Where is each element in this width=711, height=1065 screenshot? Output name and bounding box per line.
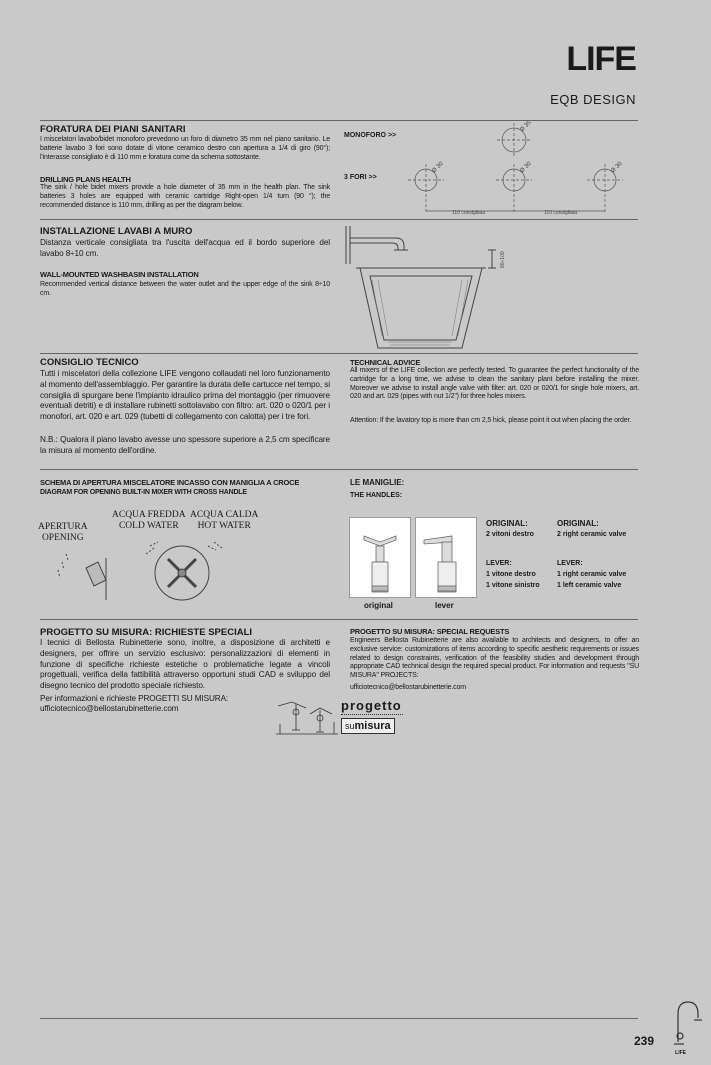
caption-original: original [364,601,393,610]
progetto-body-it: I tecnici di Bellosta Rubinetterie sono, inoltre, a disposizione di architetti e designers, per offrire un servizio esclusivo: personalizzazioni di elementi in funzione di specifiche richieste estetiche o problematiche legate a vincoli progettuali, verifica della fattibilità attraverso opportuni studi CAD e sviluppo del disegno tecnico del prodotto speciale richiesto. [40,638,330,691]
fredda-label: ACQUA FREDDA COLD WATER [112,510,186,531]
footer-divider [40,1018,638,1019]
apertura-label: APERTURA OPENING [38,522,88,543]
progetto-email-en: ufficiotecnico@bellostarubinetterie.com [350,684,466,691]
foratura-body-en: The sink / hole bidet mixers provide a hole diameter of 35 mm in the health plan. The sink batteries 3 holes are equipped with ceramic cartridge Right-open 1/4 turn (90 °); the recommended distance is 110 mm, drilling as per the diagram below. [40,184,330,209]
dim-110-left: 110 consigliata [452,210,485,216]
original-en: ORIGINAL: 2 right ceramic valve [557,519,627,538]
brand-subtitle: EQB DESIGN [550,92,636,107]
progetto-body-it-2: Per informazioni e richieste PROGETTI SU MISURA: [40,694,229,703]
dim-35: Ø 35 [519,119,533,134]
logo-progetto: progetto [341,698,402,713]
muro-title: INSTALLAZIONE LAVABI A MURO [40,226,193,237]
drilling-diagram [380,118,640,218]
dim-110-right: 110 consigliata [544,210,577,216]
lever-it: LEVER: 1 vitone destro 1 vitone sinistro [486,560,540,589]
logo-divider [341,714,403,715]
progetto-title-it: PROGETTO SU MISURA: RICHIESTE SPECIALI [40,627,253,638]
lever-en: LEVER: 1 right ceramic valve 1 left ceramic valve [557,560,627,589]
consiglio-body-it-2: N.B.: Qualora il piano lavabo avesse uno spessore superiore a 2,5 cm specificare la misura al momento dell'ordine. [40,435,330,455]
photo-original [349,517,411,598]
muro-body-en: Recommended vertical distance between the water outlet and the upper edge of the sink 8÷10 cm. [40,281,330,297]
page-number: 239 [633,1034,654,1048]
brand-title: LIFE [566,40,636,78]
muro-subtitle-en: WALL-MOUNTED WASHBASIN INSTALLATION [40,270,199,279]
divider [40,619,638,620]
cross-handle-diagram [50,540,240,608]
dim-30-center: Ø 30 [519,160,533,175]
logo-sumisura: sumisura [341,718,395,734]
consiglio-body-en-2: Attention: If the lavatory top is more than cm 2,5 hick, please point it out when placing the order. [350,417,632,424]
progetto-body-en: Engineers Bellosta Rubinetterie are also available to architects and designers, to offer an exclusive service: customizations of items according to specific aesthetic requirements or issues related to design constraints, verification of the feasibility studies and development through appropriate CAD technical design the required special product. For information and requests "SU MISURA" PROJECTS: [350,637,639,680]
footer-logo-label: LIFE [675,1050,686,1056]
schema-title-it: SCHEMA DI APERTURA MISCELATORE INCASSO CON MANIGLIA A CROCE [40,478,300,487]
dim-30-right: Ø 30 [610,160,624,175]
label-monoforo: MONOFORO >> [344,132,397,139]
sketch-faucet-logo [272,694,342,740]
progetto-title-en: PROGETTO SU MISURA: SPECIAL REQUESTS [350,627,510,636]
divider [40,353,638,354]
calda-label: ACQUA CALDA HOT WATER [190,510,259,531]
muro-body-it: Distanza verticale consigliata tra l'uscita dell'acqua ed il bordo superiore del lavabo 8÷10 cm. [40,238,330,258]
foratura-subtitle-en: DRILLING PLANS HEALTH [40,175,131,184]
divider [40,469,638,470]
consiglio-title: CONSIGLIO TECNICO [40,357,139,368]
foratura-title: FORATURA DEI PIANI SANITARI [40,124,186,135]
caption-lever: lever [435,601,454,610]
label-3fori: 3 FORI >> [344,174,377,181]
consiglio-title-en: TECHNICAL ADVICE [350,358,421,367]
photo-lever [415,517,477,598]
wall-basin-diagram [342,224,512,350]
original-it: ORIGINAL: 2 vitoni destro [486,519,534,538]
foratura-body-it: I miscelatori lavabo/bidet monoforo prevedono un foro di diametro 35 mm nel piano sanitario. Le batterie lavabo 3 fori sono dotate di vitone ceramico destro con apertura a 1/4 di giro (90°); l'interasse consigliato è di 110 mm e foratura come da schema sottostante. [40,136,330,161]
maniglie-title-it: LE MANIGLIE: [350,478,405,487]
dim-80-100: 80÷100 [500,251,506,268]
schema-title-en: DIAGRAM FOR OPENING BUILT-IN MIXER WITH CROSS HANDLE [40,489,247,496]
consiglio-body-en: All mixers of the LIFE collection are perfectly tested. To guarantee the perfect functionality of the cartridge for a long time, we advise to clean the sanitary plant before installing the mixer. Moreover we advise to install angle valve with filter: art. 020 or 020/1 for single hole mixers, art. 020 and art. 029 (pipes with nut 1/2") for three holes mixers. [350,367,639,401]
progetto-email-it: ufficiotecnico@bellostarubinetterie.com [40,704,179,713]
divider [40,219,638,220]
consiglio-body-it: Tutti i miscelatori della collezione LIFE vengono collaudati nel loro funzionamento al momento dell'assemblaggio. Per garantire la durata delle cartucce nel tempo, si consiglia di spurgare bene l'impianto idraulico prima del montaggio (per rimuovere eventuali detriti) e di installare rubinetti sottolavabo con filtro: art. 020 o 020/1 per i monofori, art. 020 e art. 029 (tubetti di collegamento con calotta) per i tre fori. [40,369,330,422]
faucet-icon [672,998,702,1048]
dim-30-left: Ø 30 [431,160,445,175]
maniglie-title-en: THE HANDLES: [350,492,403,499]
